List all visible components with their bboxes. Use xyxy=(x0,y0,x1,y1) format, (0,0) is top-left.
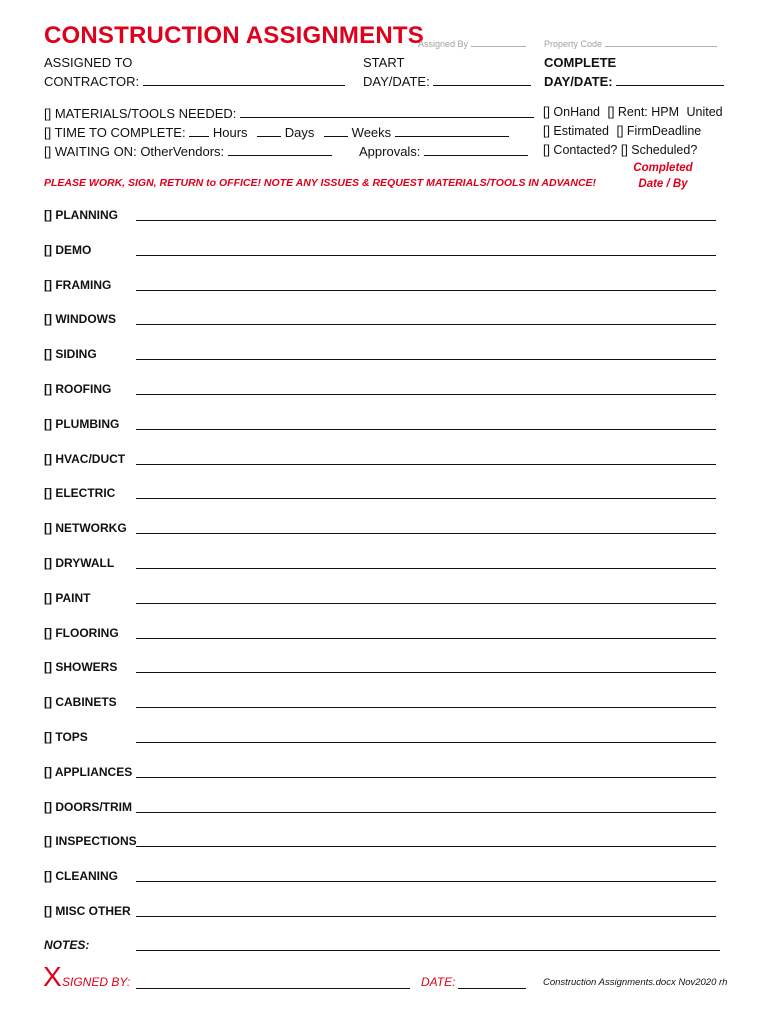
task-label[interactable]: [] ELECTRIC xyxy=(44,486,116,500)
hours-label: Hours xyxy=(212,125,248,140)
task-row[interactable] xyxy=(44,834,724,852)
task-row[interactable] xyxy=(44,278,724,296)
task-row[interactable] xyxy=(44,869,724,887)
assigned-by-line xyxy=(471,37,526,47)
scheduled-checkbox[interactable]: [] Scheduled? xyxy=(620,143,698,157)
weeks-extra-line xyxy=(395,124,509,137)
task-label[interactable]: [] CLEANING xyxy=(44,869,118,883)
task-completed-line[interactable] xyxy=(634,359,716,360)
task-row[interactable] xyxy=(44,591,724,609)
task-completed-line[interactable] xyxy=(634,429,716,430)
property-code-label: Property Code xyxy=(544,39,603,49)
start-date-field[interactable] xyxy=(363,73,531,89)
task-row[interactable] xyxy=(44,243,724,261)
task-label[interactable]: [] ROOFING xyxy=(44,382,112,396)
task-label[interactable]: [] SHOWERS xyxy=(44,660,118,674)
property-code-line xyxy=(605,37,717,47)
task-row[interactable] xyxy=(44,556,724,574)
notes-line[interactable] xyxy=(136,950,720,951)
waiting-on-field[interactable] xyxy=(44,143,332,159)
materials-label: [] MATERIALS/TOOLS NEEDED: xyxy=(44,106,237,121)
time-to-complete-field[interactable] xyxy=(44,124,509,140)
time-to-complete-label: [] TIME TO COMPLETE: xyxy=(44,125,186,140)
approvals-label: Approvals: xyxy=(359,144,421,159)
onhand-checkbox[interactable]: [] OnHand xyxy=(543,105,600,119)
weeks-line xyxy=(324,124,348,137)
task-notes-line[interactable] xyxy=(136,638,669,639)
approvals-line xyxy=(424,143,528,156)
task-row[interactable] xyxy=(44,208,724,226)
task-completed-line[interactable] xyxy=(634,742,716,743)
task-row[interactable] xyxy=(44,730,724,748)
contacted-checkbox[interactable]: [] Contacted? xyxy=(543,143,618,157)
task-notes-line[interactable] xyxy=(136,290,669,291)
task-row[interactable] xyxy=(44,347,724,365)
complete-label: COMPLETE xyxy=(544,55,617,70)
task-completed-line[interactable] xyxy=(634,324,716,325)
materials-line xyxy=(240,105,534,118)
task-completed-line[interactable] xyxy=(634,881,716,882)
task-notes-line[interactable] xyxy=(136,220,669,221)
task-notes-line[interactable] xyxy=(136,777,669,778)
other-vendors-label: OtherVendors: xyxy=(140,144,225,159)
contractor-label: CONTRACTOR: xyxy=(44,74,140,89)
task-label[interactable]: [] SIDING xyxy=(44,347,97,361)
task-label[interactable]: [] FRAMING xyxy=(44,278,112,292)
days-label: Days xyxy=(284,125,315,140)
notes-label: NOTES: xyxy=(44,938,90,952)
task-label[interactable]: [] DOORS/TRIM xyxy=(44,800,132,814)
task-completed-line[interactable] xyxy=(634,603,716,604)
task-row[interactable] xyxy=(44,800,724,818)
approvals-field[interactable] xyxy=(359,143,528,159)
start-date-line xyxy=(433,73,531,86)
assigned-by-label: Assigned By xyxy=(418,39,469,49)
task-notes-line[interactable] xyxy=(136,359,669,360)
task-label[interactable]: [] FLOORING xyxy=(44,626,119,640)
task-label[interactable]: [] PLUMBING xyxy=(44,417,120,431)
task-label[interactable]: [] PLANNING xyxy=(44,208,118,222)
task-row[interactable] xyxy=(44,452,724,470)
task-notes-line[interactable] xyxy=(136,324,669,325)
task-completed-line[interactable] xyxy=(634,568,716,569)
contractor-field[interactable] xyxy=(44,73,345,89)
date-label: DATE: xyxy=(421,975,456,989)
task-label[interactable]: [] MISC OTHER xyxy=(44,904,131,918)
task-notes-line[interactable] xyxy=(136,568,669,569)
task-notes-line[interactable] xyxy=(136,603,669,604)
task-notes-line[interactable] xyxy=(136,394,669,395)
task-label[interactable]: [] INSPECTIONS xyxy=(44,834,137,848)
task-completed-line[interactable] xyxy=(634,220,716,221)
estimated-checkbox[interactable]: [] Estimated xyxy=(543,124,609,138)
task-row[interactable] xyxy=(44,695,724,713)
onhand-rent-row[interactable] xyxy=(543,105,723,119)
task-notes-line[interactable] xyxy=(136,672,669,673)
task-completed-line[interactable] xyxy=(634,916,716,917)
task-completed-line[interactable] xyxy=(634,464,716,465)
task-row[interactable] xyxy=(44,765,724,783)
task-completed-line[interactable] xyxy=(634,777,716,778)
task-notes-line[interactable] xyxy=(136,498,669,499)
task-notes-line[interactable] xyxy=(136,533,669,534)
task-label[interactable]: [] DEMO xyxy=(44,243,92,257)
footer-text: Construction Assignments.docx Nov2020 rh xyxy=(543,977,728,988)
page-title: CONSTRUCTION ASSIGNMENTS xyxy=(44,22,424,49)
task-row[interactable] xyxy=(44,521,724,539)
instructions-text: PLEASE WORK, SIGN, RETURN to OFFICE! NOTE ANY ISSUES & REQUEST MATERIALS/TOOLS IN ADVANCE! xyxy=(44,177,597,189)
materials-field[interactable] xyxy=(44,105,534,121)
task-label[interactable]: [] WINDOWS xyxy=(44,312,116,326)
task-notes-line[interactable] xyxy=(136,707,669,708)
task-completed-line[interactable] xyxy=(634,638,716,639)
signature-date-line[interactable] xyxy=(458,988,526,989)
start-daydate-label: DAY/DATE: xyxy=(363,74,430,89)
task-row[interactable] xyxy=(44,382,724,400)
task-notes-line[interactable] xyxy=(136,812,669,813)
complete-date-field[interactable] xyxy=(544,73,724,89)
waiting-on-label: [] WAITING ON: xyxy=(44,144,137,159)
task-notes-line[interactable] xyxy=(136,255,669,256)
property-code-field[interactable] xyxy=(544,37,717,49)
signed-by-label: SIGNED BY: xyxy=(62,975,131,989)
task-completed-line[interactable] xyxy=(634,498,716,499)
task-row[interactable] xyxy=(44,417,724,435)
signature-x-mark: X xyxy=(43,961,62,992)
task-notes-line[interactable] xyxy=(136,916,669,917)
estimated-deadline-row[interactable] xyxy=(543,124,701,138)
task-label[interactable]: [] TOPS xyxy=(44,730,88,744)
other-vendors-line xyxy=(228,143,332,156)
task-completed-line[interactable] xyxy=(634,290,716,291)
task-completed-line[interactable] xyxy=(634,707,716,708)
firm-deadline-checkbox[interactable]: [] FirmDeadline xyxy=(616,124,702,138)
start-label: START xyxy=(363,55,405,70)
task-completed-line[interactable] xyxy=(634,672,716,673)
task-row[interactable] xyxy=(44,486,724,504)
task-label[interactable]: [] PAINT xyxy=(44,591,91,605)
task-row[interactable] xyxy=(44,904,724,922)
task-notes-line[interactable] xyxy=(136,464,669,465)
task-row[interactable] xyxy=(44,312,724,330)
weeks-label: Weeks xyxy=(351,125,392,140)
task-label[interactable]: [] CABINETS xyxy=(44,695,117,709)
assigned-by-field[interactable] xyxy=(418,37,526,49)
task-completed-line[interactable] xyxy=(634,812,716,813)
task-completed-line[interactable] xyxy=(634,255,716,256)
complete-date-line xyxy=(616,73,724,86)
complete-daydate-label: DAY/DATE: xyxy=(544,74,613,89)
assigned-to-label: ASSIGNED TO xyxy=(44,55,133,70)
days-line xyxy=(257,124,281,137)
contractor-line xyxy=(143,73,345,86)
task-notes-line[interactable] xyxy=(136,846,669,847)
completed-date-by-header: Completed Date / By xyxy=(633,162,693,190)
task-row[interactable] xyxy=(44,626,724,644)
task-row[interactable] xyxy=(44,660,724,678)
contacted-scheduled-row[interactable] xyxy=(543,143,697,157)
united-option[interactable]: United xyxy=(686,105,723,119)
task-label[interactable]: [] HVAC/DUCT xyxy=(44,452,126,466)
task-notes-line[interactable] xyxy=(136,429,669,430)
task-label[interactable]: [] DRYWALL xyxy=(44,556,115,570)
task-completed-line[interactable] xyxy=(634,533,716,534)
task-completed-line[interactable] xyxy=(634,846,716,847)
hours-line xyxy=(189,124,209,137)
task-label[interactable]: [] APPLIANCES xyxy=(44,765,133,779)
task-label[interactable]: [] NETWORKG xyxy=(44,521,127,535)
task-notes-line[interactable] xyxy=(136,742,669,743)
task-completed-line[interactable] xyxy=(634,394,716,395)
rent-hpm-checkbox[interactable]: [] Rent: HPM xyxy=(607,105,680,119)
task-notes-line[interactable] xyxy=(136,881,669,882)
signature-line[interactable] xyxy=(136,988,410,989)
